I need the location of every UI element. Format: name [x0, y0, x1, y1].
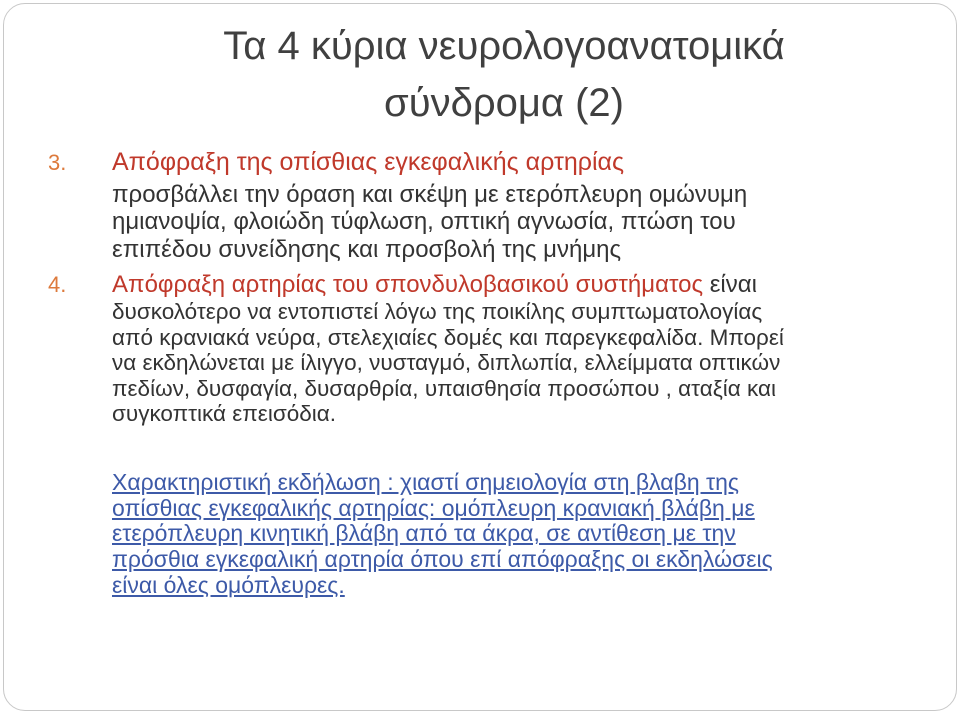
slide-title — [60, 18, 948, 132]
item-body-line: προσβάλλει την όραση και σκέψη με ετερόπλευρη ομώνυμη — [112, 180, 748, 208]
item-body-line: επιπέδου συνείδησης και προσβολή της μνήμης — [112, 235, 622, 263]
item-body-line: από κρανιακά νεύρα, στελεχιαίες δομές και παρεγκεφαλίδα. Μπορεί — [112, 324, 784, 350]
item-body — [112, 299, 784, 427]
note-line: πρόσθια εγκεφαλική αρτηρία όπου επί απόφραξης οι εκδηλώσεις — [112, 546, 773, 573]
item-body — [112, 181, 747, 264]
item-number: 3. — [48, 150, 67, 175]
note-line: ετερόπλευρη κινητική βλάβη από τα άκρα, σε αντίθεση με την — [112, 520, 736, 547]
note-line: είναι όλες ομόπλευρες. — [112, 571, 345, 598]
note-line: Χαρακτηριστική εκδήλωση : χιαστί σημειολογία στη βλαβη της — [112, 469, 739, 495]
item-body-line: πεδίων, δυσφαγία, δυσαρθρία, υπαισθησία προσώπου , αταξία και — [112, 375, 777, 401]
item-heading: Απόφραξη της οπίσθιας εγκεφαλικής αρτηρίας — [112, 148, 624, 176]
item-heading-row — [48, 272, 784, 298]
note-line: οπίσθιας εγκεφαλικής αρτηρίας: ομόπλευρη κρανιακή βλάβη με — [112, 494, 755, 521]
characteristic-note — [112, 470, 773, 599]
item-heading-row — [48, 147, 747, 178]
item-body-line: συγκοπτικά επεισόδια. — [112, 401, 337, 427]
title-line: Τα 4 κύρια νευρολογοανατομικά — [223, 24, 785, 68]
item-body-line: ημιανοψία, φλοιώδη τύφλωση, οπτική αγνωσία, πτώση του — [112, 208, 736, 235]
list-item-3 — [48, 147, 747, 263]
list-item-4 — [48, 272, 784, 427]
title-line: σύνδρομα (2) — [384, 81, 624, 125]
item-body-line: να εκδηλώνεται με ίλιγγο, νυσταγμό, διπλωπία, ελλείμματα οπτικών — [112, 350, 781, 376]
item-heading: Απόφραξη αρτηρίας του σπονδυλοβασικού συστήματος — [112, 271, 704, 298]
item-body-line: δυσκολότερο να εντοπιστεί λόγω της ποικίλης συμπτωματολογίας — [112, 299, 763, 325]
item-number: 4. — [48, 272, 67, 297]
item-heading-tail: είναι — [709, 271, 757, 298]
